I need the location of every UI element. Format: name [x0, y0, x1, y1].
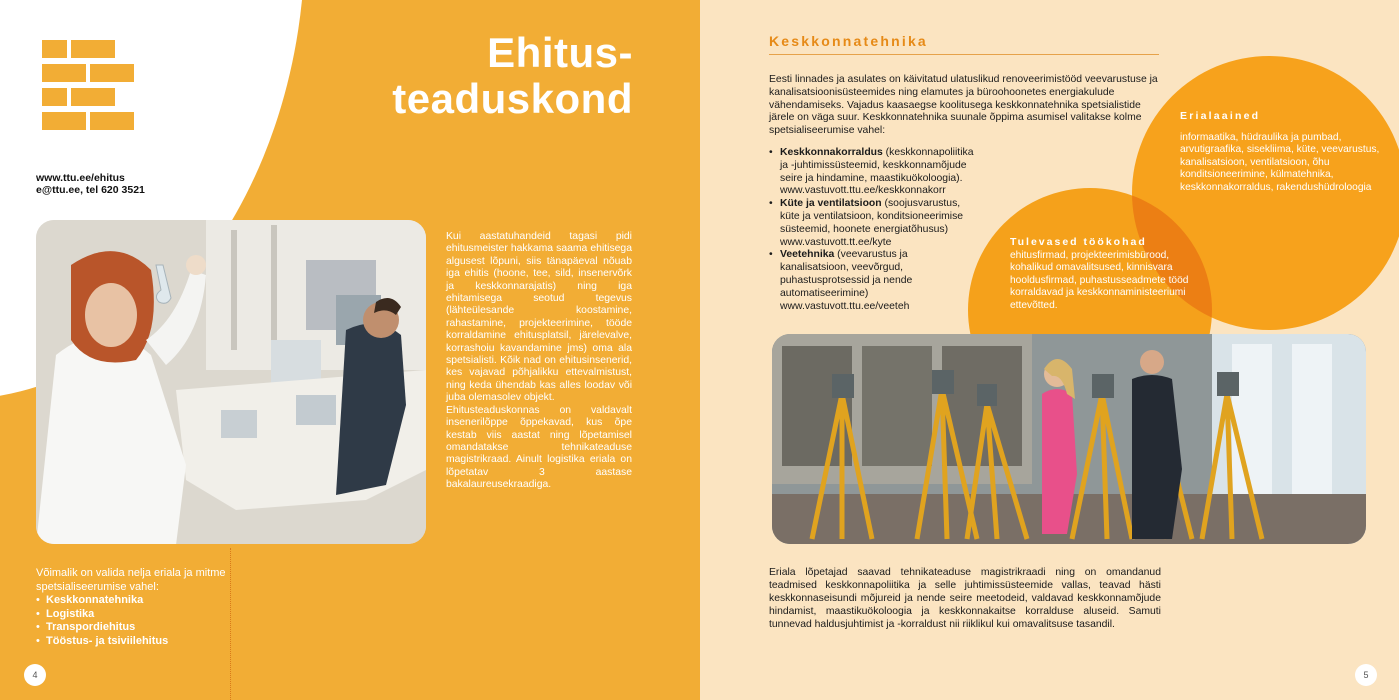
future-jobs-text: ehitusfirmad, projekteerimisbürood, kohalikud omavalitsused, kinnisvara hooldusfirmad, puhastusseadmete tööd korraldavad ja keskkonnaministeeriumi ettevõtted. [1010, 250, 1189, 311]
contact-info [36, 172, 145, 196]
right-page [700, 0, 1399, 700]
specialization-item: • Keskkonnatehnika [36, 594, 296, 608]
specialization-item: • Logistika [36, 608, 296, 622]
title-line-2: teaduskond [392, 75, 633, 122]
subjects-heading: Erialaained [1180, 110, 1261, 122]
page-title [368, 30, 633, 122]
intro-body-text [446, 231, 632, 492]
specialization-bullets [769, 147, 979, 313]
page-number-right: 5 [1355, 664, 1377, 686]
bullet-url[interactable]: www.vastuvott.ttu.ee/veeteh [780, 300, 910, 312]
future-jobs-heading: Tulevased töökohad [1010, 236, 1147, 248]
specialization-item: • Tööstus- ja tsiviilehitus [36, 635, 296, 649]
contact-website[interactable]: www.ttu.ee/ehitus [36, 172, 125, 184]
specialization-item: • Transpordiehitus [36, 621, 296, 635]
section-heading: Keskkonnatehnika [769, 33, 1159, 55]
bullet-title: Veetehnika [780, 249, 835, 261]
title-line-1: Ehitus- [487, 29, 633, 76]
section-intro-paragraph: Eesti linnades ja asulates on käivitatud ulatuslikud renoveerimistööd veevarustuse ja kanalisatsioonisüsteemides ning elamutes ja büroohoonetes energiakulude vähendamiseks. Vajadus kaasaegse koolitusega keskkonnatehnika spetsialistide järele on väga suur. Keskkonnatehnika suunale õppima asumisel valitakse kolme spetsialiseerumise vahel: [769, 74, 1158, 137]
graduate-outcomes-text: Eriala lõpetajad saavad tehnikateaduse magistrikraadi ning on omandanud teadmised keskkonnapoliitika ja selle juhtimissüsteemide vallas, teavad hästi keskkonnaseisundi mõjureid ja nende seire meetodeid, valdavad keskkonnamõjude hindamist, maastikuökoloogia ja keskkonnakaitse korralduse aluseid. Samuti tunnevad haldusjuhtimist ja -korraldust nii riiklikul kui omavalitsuse tasandil. [769, 567, 1161, 630]
contact-email-phone[interactable]: e@ttu.ee, tel 620 3521 [36, 184, 145, 196]
bullet-text: (keskkonnapoliitika ja -juhtimissüsteemid, keskkonnamõjude seire ja hindamine, maastikuökoloogia). [780, 147, 974, 184]
bullet-title: Keskkonnakorraldus [780, 147, 883, 158]
specializations-box [36, 567, 296, 648]
bullet-url[interactable]: www.vastuvott.ttu.ee/keskkonnakorr [780, 185, 946, 197]
bullet-item [769, 147, 979, 198]
bullet-item [769, 249, 979, 313]
specializations-intro: Võimalik on valida nelja eriala ja mitme spetsialiseerumise vahel: [36, 567, 226, 593]
subjects-text: informaatika, hüdraulika ja pumbad, arvutigraafika, sisekliima, küte, veevarustus, kanalisatsioon, ventilatsioon, õhu konditsioneerimine, külmatehnika, keskkonnakorraldus, rakendushüdroloogia [1180, 132, 1380, 193]
brick-wall-icon [42, 40, 134, 132]
bullet-text: (soojusvarustus, küte ja ventilatsioon, konditsioneerimise süsteemid, hoonete energiatõhusus) [780, 198, 964, 235]
section-intro-text [769, 74, 1161, 138]
specializations-list [36, 594, 296, 648]
bullet-text: (veevarustus ja kanalisatsioon, veevõrgud, puhastusprotsessid ja nende automatiseerimine) [780, 249, 913, 299]
bullet-url[interactable]: www.vastuvott.tt.ee/kyte [780, 236, 892, 248]
bullet-title: Küte ja ventilatsioon [780, 198, 882, 210]
surveying-instruments-photo [772, 334, 1366, 544]
intro-paragraph-1: Kui aastatuhandeid tagasi pidi ehitusmeister hakkama saama ehitisega algusest lõpuni, siis tänapäeval nõuab iga ehitis (hoone, tee, sild, insenervõrk ja keskkonnarajatis) ning iga ehitamisega seotud tegevus (lähteülesande koostamine, rahastamine, projekteerimine, tööde korraldamine ehitusplatsil, järelevalve, korrashoiu kavandamine jms) oma ala spetsialisti. Kõik nad on ehitusinsenerid, kes vajavad põhjalikku ettevalmistust, ning keda ühendab kas alles loodav või juba olemasolev objekt. [446, 231, 632, 404]
page-number-left: 4 [24, 664, 46, 686]
intro-paragraph-2: Ehitusteaduskonnas on valdavalt insenerilõppe õppekavad, kus õpe kestab viis aastat ning lõpetamisel omandatakse tehnikateaduse magistrikraad. Ainult logistika eriala on lõpetatav 3 aastase bakalaureusekraadiga. [446, 404, 632, 491]
laboratory-photo [36, 220, 426, 544]
bullet-item [769, 198, 979, 249]
